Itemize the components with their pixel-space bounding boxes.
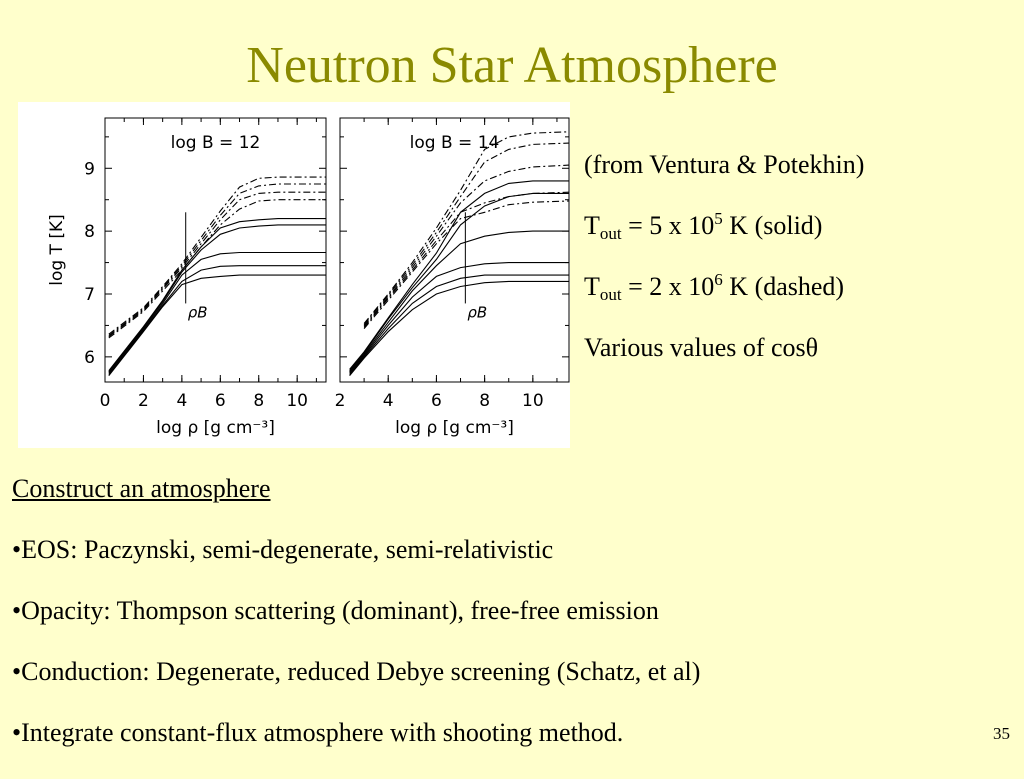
bullet-item: •Integrate constant-flux atmosphere with shooting method. — [12, 718, 624, 747]
x-tick-label: 0 — [99, 391, 111, 411]
tout-solid-line — [584, 211, 1004, 241]
y-tick-label: 9 — [84, 159, 95, 180]
x-tick-label: 2 — [334, 391, 346, 411]
tout-dashed-line — [584, 272, 1004, 302]
tout-style: K (solid) — [722, 211, 823, 240]
dashed-series-line — [109, 192, 326, 337]
x-tick-label: 4 — [382, 391, 394, 411]
x-tick-label: 8 — [479, 391, 491, 411]
bullet-item: •Opacity: Thompson scattering (dominant), free-free emission — [12, 596, 659, 625]
x-tick-label: 10 — [286, 391, 308, 411]
solid-series-line — [350, 281, 569, 375]
x-axis-label: log ρ [g cm⁻³] — [395, 418, 514, 438]
panel-title: log B = 14 — [409, 133, 500, 153]
body-content — [12, 474, 1012, 779]
cos-theta-note: Various values of cosθ — [584, 333, 819, 362]
source-credit: (from Ventura & Potekhin) — [584, 150, 865, 179]
section-heading: Construct an atmosphere — [12, 474, 271, 503]
figure-notes — [584, 150, 1004, 394]
slide-title: Neutron Star Atmosphere — [246, 37, 778, 94]
x-axis-label: log ρ [g cm⁻³] — [156, 418, 275, 438]
figure-panel — [18, 102, 570, 448]
solid-series-line — [109, 225, 326, 372]
tout-symbol: T — [584, 211, 600, 240]
tout-value: = 2 x 10 — [621, 272, 715, 301]
x-tick-label: 4 — [176, 391, 188, 411]
panel-title: log B = 12 — [170, 133, 261, 153]
slide-number: 35 — [993, 724, 1010, 743]
tout-style: K (dashed) — [722, 272, 845, 301]
y-tick-label: 7 — [84, 285, 95, 305]
solid-series-line — [350, 231, 569, 372]
tout-exponent: 5 — [714, 209, 723, 228]
dashed-series-line — [109, 200, 326, 338]
y-tick-label: 8 — [84, 222, 95, 243]
dashed-series-line — [364, 143, 569, 325]
x-tick-label: 8 — [253, 391, 265, 411]
dashed-series-line — [364, 132, 569, 324]
rho-b-label: ρB — [467, 303, 488, 322]
bullet-item: •Conduction: Degenerate, reduced Debye screening (Schatz, et al) — [12, 657, 701, 686]
y-tick-label: 6 — [84, 347, 95, 368]
bullet-item: •EOS: Paczynski, semi-degenerate, semi-relativistic — [12, 535, 554, 564]
x-tick-label: 2 — [138, 391, 149, 411]
solid-series-line — [109, 266, 326, 375]
solid-series-line — [350, 193, 569, 370]
x-tick-label: 6 — [431, 391, 442, 411]
solid-series-line — [109, 219, 326, 371]
tout-subscript: out — [599, 285, 622, 304]
tout-exponent: 6 — [714, 270, 723, 289]
x-tick-label: 6 — [214, 391, 226, 411]
rho-b-label: ρB — [187, 303, 208, 322]
dashed-series-line — [364, 165, 569, 326]
tout-symbol: T — [584, 272, 600, 301]
tout-value: = 5 x 10 — [621, 211, 715, 240]
plot-frame — [105, 118, 326, 382]
solid-series-line — [109, 275, 326, 376]
solid-series-line — [350, 275, 569, 374]
tout-subscript: out — [599, 224, 622, 243]
chart-figure — [18, 102, 570, 448]
y-axis-label: log T [K] — [47, 214, 67, 286]
x-tick-label: 10 — [522, 391, 544, 411]
